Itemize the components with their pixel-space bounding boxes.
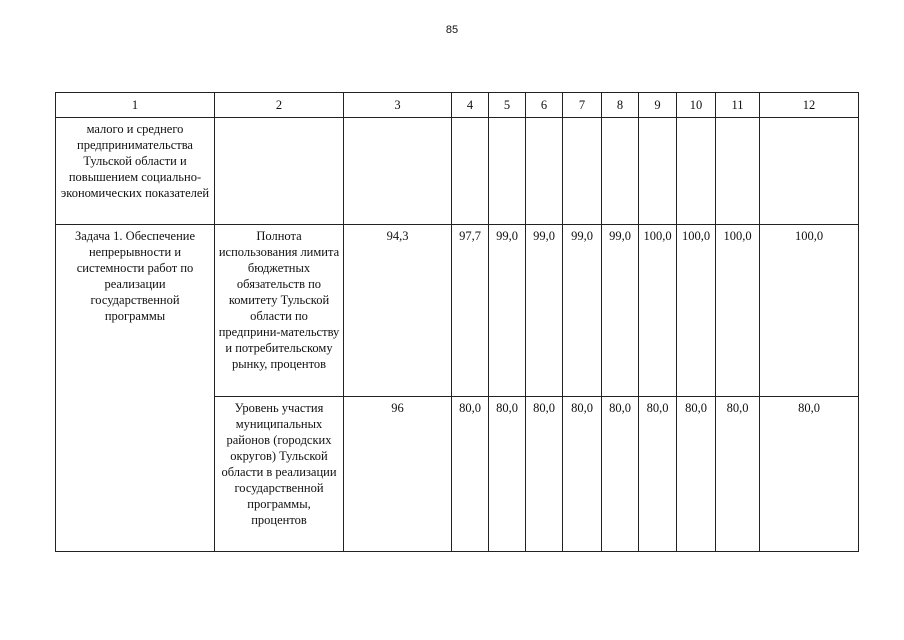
value-cell: 80,0 xyxy=(677,397,716,552)
header-cell: 12 xyxy=(760,93,859,118)
page-number: 85 xyxy=(445,24,459,36)
header-cell: 1 xyxy=(56,93,215,118)
header-cell: 2 xyxy=(215,93,344,118)
empty-cell xyxy=(526,118,563,225)
value-cell: 99,0 xyxy=(489,225,526,397)
empty-cell xyxy=(344,118,452,225)
value-cell: 97,7 xyxy=(452,225,489,397)
value-cell: 80,0 xyxy=(602,397,639,552)
header-cell: 8 xyxy=(602,93,639,118)
empty-cell xyxy=(716,118,760,225)
value-cell: 96 xyxy=(344,397,452,552)
empty-cell xyxy=(639,118,677,225)
indicators-table xyxy=(55,92,859,552)
header-cell: 5 xyxy=(489,93,526,118)
empty-cell xyxy=(563,118,602,225)
value-cell: 80,0 xyxy=(489,397,526,552)
value-cell: 100,0 xyxy=(716,225,760,397)
empty-cell xyxy=(677,118,716,225)
task-label-cell: Задача 1. Обеспечение непрерывности и системности работ по реализации государственной программы xyxy=(56,225,215,552)
value-cell: 99,0 xyxy=(526,225,563,397)
value-cell: 100,0 xyxy=(760,225,859,397)
value-cell: 80,0 xyxy=(563,397,602,552)
header-row xyxy=(56,93,859,118)
empty-cell xyxy=(215,118,344,225)
value-cell: 80,0 xyxy=(639,397,677,552)
indicator-name-cell: Уровень участия муниципальных районов (городских округов) Тульской области в реализации государственной программы, процентов xyxy=(215,397,344,552)
value-cell: 80,0 xyxy=(452,397,489,552)
table-row xyxy=(56,225,859,397)
header-cell: 3 xyxy=(344,93,452,118)
value-cell: 80,0 xyxy=(716,397,760,552)
value-cell: 100,0 xyxy=(639,225,677,397)
value-cell: 99,0 xyxy=(602,225,639,397)
header-cell: 10 xyxy=(677,93,716,118)
empty-cell xyxy=(452,118,489,225)
value-cell: 94,3 xyxy=(344,225,452,397)
empty-cell xyxy=(489,118,526,225)
value-cell: 99,0 xyxy=(563,225,602,397)
goal-continuation-cell: малого и среднего предпринимательства Тульской области и повышением социально-экономических показателей xyxy=(56,118,215,225)
empty-cell xyxy=(760,118,859,225)
empty-cell xyxy=(602,118,639,225)
header-cell: 7 xyxy=(563,93,602,118)
header-cell: 11 xyxy=(716,93,760,118)
value-cell: 80,0 xyxy=(526,397,563,552)
value-cell: 100,0 xyxy=(677,225,716,397)
indicator-name-cell: Полнота использования лимита бюджетных обязательств по комитету Тульской области по предприни-мательству и потребительскому рынку, процентов xyxy=(215,225,344,397)
value-cell: 80,0 xyxy=(760,397,859,552)
header-cell: 9 xyxy=(639,93,677,118)
continuation-row xyxy=(56,118,859,225)
header-cell: 6 xyxy=(526,93,563,118)
header-cell: 4 xyxy=(452,93,489,118)
